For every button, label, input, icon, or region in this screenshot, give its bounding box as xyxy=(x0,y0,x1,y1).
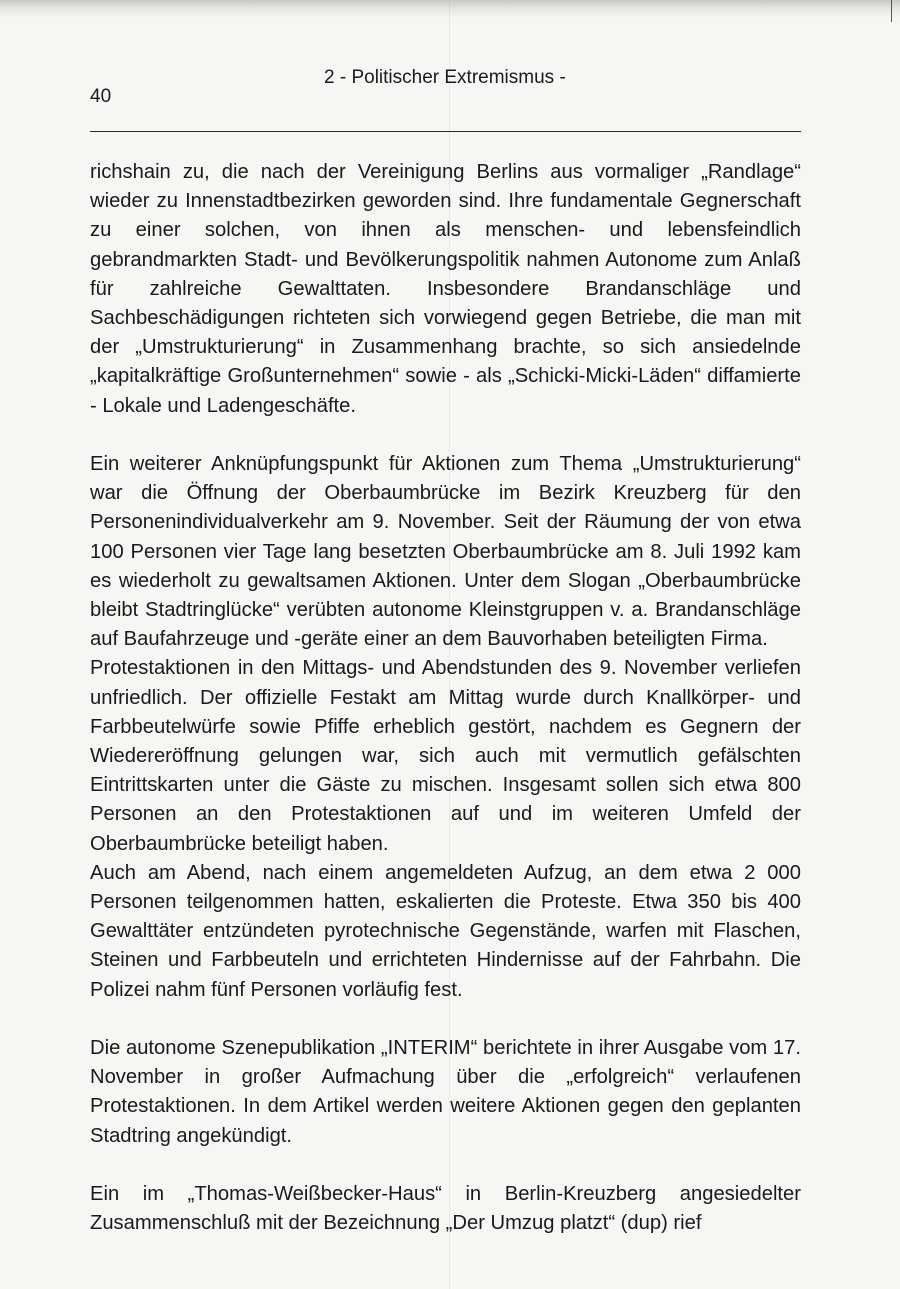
paragraph-randlage: richshain zu, die nach der Vereinigung Berlins aus vormaliger „Randlage“ wieder zu Innenstadtbezirken geworden sind. Ihre fundamentale Gegnerschaft zu einer solchen, von ihnen als menschen- und lebensfeindlich gebrandmarkten Stadt- und Bevölkerungspolitik nahmen Autonome zum Anlaß für zahlreiche Gewalttaten. Insbesondere Brandanschläge und Sachbeschädigungen richteten sich vorwiegend gegen Betriebe, die man mit der „Umstrukturierung“ in Zusammenhang brachte, so sich ansiedelnde „kapitalkräftige Großunternehmen“ sowie - als „Schicki-Micki-Läden“ diffamierte - Lokale und Ladengeschäfte. xyxy=(90,161,801,417)
page-number: 40 xyxy=(90,86,112,107)
scan-shadow-top xyxy=(0,0,900,18)
scan-edge-mark xyxy=(891,0,892,22)
body-text xyxy=(90,158,801,1238)
header-rule xyxy=(90,131,801,132)
paragraph-oberbaumbruecke: Ein weiterer Anknüpfungspunkt für Aktionen zum Thema „Umstrukturierung“ war die Öffnung der Oberbaumbrücke im Bezirk Kreuzberg für den Personenindividualverkehr am 9. November. Seit der Räumung der von etwa 100 Personen vier Tage lang besetzten Oberbaumbrücke am 8. Juli 1992 kam es wiederholt zu gewaltsamen Aktionen. Unter dem Slogan „Oberbaumbrücke bleibt Stadtringlücke“ verübten autonome Kleinstgruppen v. a. Brandanschläge auf Baufahrzeuge und -geräte einer an dem Bauvorhaben beteiligten Firma. xyxy=(90,453,801,651)
paragraph-abend: Auch am Abend, nach einem angemeldeten Aufzug, an dem etwa 2 000 Personen teilgenommen hatten, eskalierten die Proteste. Etwa 350 bis 400 Gewalttäter entzündeten pyrotechnische Gegenstände, warfen mit Flaschen, Steinen und Farbbeuteln und errichteten Hindernisse auf der Fahrbahn. Die Polizei nahm fünf Personen vorläufig fest. xyxy=(90,861,801,1001)
paragraph-protestaktionen: Protestaktionen in den Mittags- und Abendstunden des 9. November verliefen unfriedlich. Der offizielle Festakt am Mittag wurde durch Knallkörper- und Farbbeutelwürfe sowie Pfiffe erheblich gestört, nachdem es Gegnern der Wiedereröffnung gelungen war, sich auch mit vermutlich gefälschten Eintrittskarten unter die Gäste zu mischen. Insgesamt sollen sich etwa 800 Personen an den Protestaktionen auf und im weiteren Umfeld der Oberbaumbrücke beteiligt haben. xyxy=(90,657,801,855)
paragraph-thomas-weissbecker-haus: Ein im „Thomas-Weißbecker-Haus“ in Berlin-Kreuzberg angesiedelter Zusammenschluß mit der Bezeichnung „Der Umzug platzt“ (dup) rief xyxy=(90,1183,801,1235)
paragraph-interim: Die autonome Szenepublikation „INTERIM“ berichtete in ihrer Ausgabe vom 17. November in großer Aufmachung über die „erfolgreich“ verlaufenen Protestaktionen. In dem Artikel werden weitere Aktionen gegen den geplanten Stadtring angekündigt. xyxy=(90,1037,801,1147)
running-head: 2 - Politischer Extremismus - xyxy=(324,67,566,88)
